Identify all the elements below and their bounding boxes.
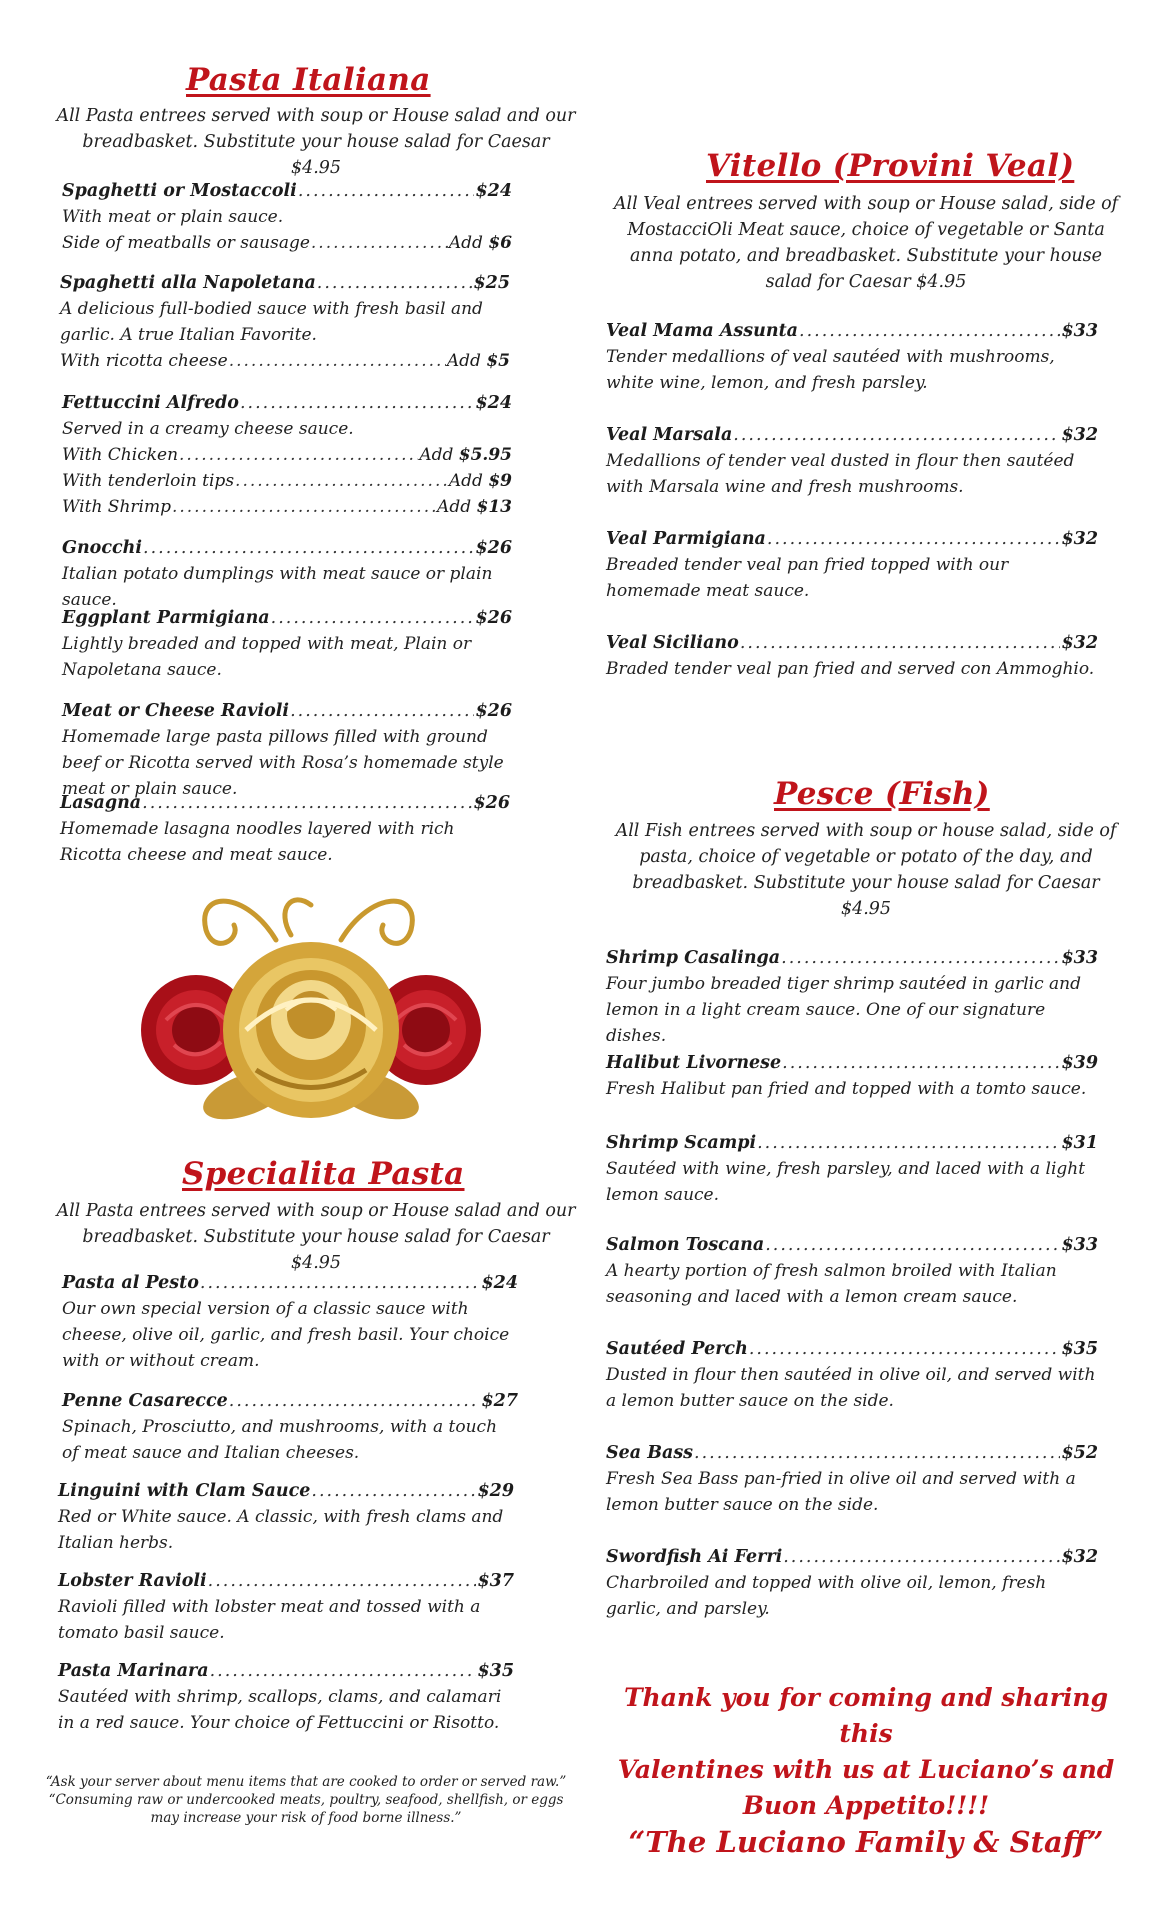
food-safety-disclaimer bbox=[36, 1773, 576, 1827]
dot-leader bbox=[749, 1336, 1061, 1362]
menu-item bbox=[606, 1544, 1098, 1622]
menu-item-name: Halibut Livornese bbox=[606, 1053, 782, 1073]
addon-price bbox=[447, 348, 510, 374]
menu-item-header bbox=[606, 422, 1098, 448]
menu-item-header bbox=[58, 1478, 514, 1504]
menu-item-header bbox=[62, 1388, 518, 1414]
dot-leader bbox=[208, 1568, 477, 1594]
addon-prefix: Add bbox=[446, 351, 481, 371]
menu-item bbox=[606, 1336, 1098, 1414]
menu-item-description: Dusted in flour then sautéed in olive oil, and served with a lemon butter sauce on the side. bbox=[606, 1365, 1096, 1411]
menu-item-header bbox=[606, 1232, 1098, 1258]
dot-leader bbox=[179, 442, 418, 468]
menu-item bbox=[606, 526, 1098, 604]
addon-amount: $6 bbox=[488, 233, 512, 253]
menu-item-description: Fresh Halibut pan fried and topped with a tomto sauce. bbox=[606, 1079, 1087, 1099]
addon-label: With Chicken bbox=[62, 445, 179, 465]
thanks-signature: “The Luciano Family & Staff” bbox=[628, 1825, 1104, 1859]
disclaimer-line-2: “Consuming raw or undercooked meats, poultry, seafood, shellfish, or eggs may increase your risk of food borne illness.” bbox=[48, 1792, 564, 1826]
rose-illustration bbox=[126, 880, 496, 1150]
menu-item-name: Salmon Toscana bbox=[606, 1235, 765, 1255]
menu-item-description: A delicious full-bodied sauce with fresh basil and garlic. A true Italian Favorite. bbox=[60, 299, 483, 345]
menu-item-description: With meat or plain sauce. bbox=[62, 207, 284, 227]
menu-item-price: $26 bbox=[475, 608, 512, 628]
menu-item bbox=[62, 1270, 518, 1374]
dot-leader bbox=[767, 526, 1061, 552]
menu-item-header bbox=[62, 178, 512, 204]
section-intro-pasta-italiana: All Pasta entrees served with soup or House salad and our breadbasket. Substitute your house salad for Caesar $4.95 bbox=[56, 106, 576, 178]
menu-item-description: Homemade large pasta pillows filled with ground beef or Ricotta served with Rosa’s homemade style meat or plain sauce. bbox=[62, 727, 504, 799]
addon-amount: $5.95 bbox=[458, 445, 512, 465]
menu-item-description: Spinach, Prosciutto, and mushrooms, with a touch of meat sauce and Italian cheeses. bbox=[62, 1417, 498, 1463]
dot-leader bbox=[229, 1388, 481, 1414]
menu-item bbox=[58, 1568, 514, 1646]
menu-item-price: $52 bbox=[1061, 1443, 1098, 1463]
addon-price bbox=[449, 468, 512, 494]
dot-leader bbox=[317, 270, 473, 296]
menu-item-name: Meat or Cheese Ravioli bbox=[62, 701, 290, 721]
menu-item bbox=[60, 790, 510, 868]
menu-item-price: $25 bbox=[473, 273, 510, 293]
menu-item-name: Sautéed Perch bbox=[606, 1339, 748, 1359]
menu-item-description: Braded tender veal pan fried and served con Ammoghio. bbox=[606, 659, 1095, 679]
menu-item bbox=[62, 178, 512, 256]
menu-item bbox=[62, 1388, 518, 1466]
menu-item-name: Linguini with Clam Sauce bbox=[58, 1481, 311, 1501]
menu-item-header bbox=[60, 790, 510, 816]
menu-item-header bbox=[62, 605, 512, 631]
menu-item-name: Shrimp Casalinga bbox=[606, 948, 781, 968]
menu-item-price: $37 bbox=[477, 1571, 514, 1591]
menu-item-price: $32 bbox=[1061, 425, 1098, 445]
menu-item-name: Sea Bass bbox=[606, 1443, 694, 1463]
addon-prefix: Add bbox=[448, 233, 483, 253]
menu-item-addon bbox=[62, 494, 512, 520]
menu-item-price: $27 bbox=[481, 1391, 518, 1411]
menu-item-name: Veal Mama Assunta bbox=[606, 321, 798, 341]
menu-item-description: Served in a creamy cheese sauce. bbox=[62, 419, 354, 439]
dot-leader bbox=[290, 698, 474, 724]
menu-item-header bbox=[606, 945, 1098, 971]
section-title-vitello: Vitello (Provini Veal) bbox=[706, 148, 1075, 184]
dot-leader bbox=[172, 494, 436, 520]
dot-leader bbox=[143, 535, 474, 561]
menu-item-price: $39 bbox=[1061, 1053, 1098, 1073]
menu-item-description: Italian potato dumplings with meat sauce or plain sauce. bbox=[62, 564, 493, 610]
menu-item-name: Spaghetti alla Napoletana bbox=[60, 273, 316, 293]
dot-leader bbox=[782, 1050, 1060, 1076]
menu-item-description: Four jumbo breaded tiger shrimp sautéed in garlic and lemon in a light cream sauce. One of our signature dishes. bbox=[606, 974, 1082, 1046]
menu-item-price: $33 bbox=[1061, 1235, 1098, 1255]
dot-leader bbox=[200, 1270, 481, 1296]
menu-item-price: $35 bbox=[477, 1661, 514, 1681]
addon-amount: $5 bbox=[486, 351, 510, 371]
menu-item-price: $26 bbox=[475, 701, 512, 721]
menu-item-addon bbox=[62, 468, 512, 494]
menu-item-name: Gnocchi bbox=[62, 538, 143, 558]
dot-leader bbox=[311, 230, 448, 256]
menu-item bbox=[606, 1232, 1098, 1310]
menu-item-header bbox=[58, 1568, 514, 1594]
section-title-pesce: Pesce (Fish) bbox=[774, 776, 990, 812]
dot-leader bbox=[765, 1232, 1060, 1258]
menu-item-name: Swordfish Ai Ferri bbox=[606, 1547, 783, 1567]
menu-item-description: Homemade lasagna noodles layered with rich Ricotta cheese and meat sauce. bbox=[60, 819, 455, 865]
menu-item bbox=[606, 1440, 1098, 1518]
menu-item bbox=[606, 945, 1098, 1049]
dot-leader bbox=[240, 390, 475, 416]
menu-item-name: Lasagna bbox=[60, 793, 142, 813]
addon-label: With tenderloin tips bbox=[62, 471, 235, 491]
menu-item-price: $33 bbox=[1061, 948, 1098, 968]
dot-leader bbox=[271, 605, 475, 631]
menu-item-name: Fettuccini Alfredo bbox=[62, 393, 239, 413]
menu-item bbox=[606, 1050, 1098, 1102]
menu-item-name: Pasta Marinara bbox=[58, 1661, 209, 1681]
menu-item-description: Breaded tender veal pan fried topped with our homemade meat sauce. bbox=[606, 555, 1009, 601]
menu-item bbox=[606, 422, 1098, 500]
addon-label: With ricotta cheese bbox=[60, 351, 228, 371]
menu-item-description: Fresh Sea Bass pan-fried in olive oil and served with a lemon butter sauce on the side. bbox=[606, 1469, 1076, 1515]
menu-item-header bbox=[60, 270, 510, 296]
menu-item-name: Shrimp Scampi bbox=[606, 1133, 757, 1153]
menu-item-description: Our own special version of a classic sauce with cheese, olive oil, garlic, and fresh basil. Your choice with or without cream. bbox=[62, 1299, 510, 1371]
dot-leader bbox=[733, 422, 1060, 448]
addon-price bbox=[437, 494, 512, 520]
dot-leader bbox=[694, 1440, 1060, 1466]
menu-item-price: $32 bbox=[1061, 1547, 1098, 1567]
addon-prefix: Add bbox=[419, 445, 454, 465]
menu-item bbox=[606, 1130, 1098, 1208]
dot-leader bbox=[757, 1130, 1060, 1156]
addon-price bbox=[449, 230, 512, 256]
dot-leader bbox=[740, 630, 1061, 656]
addon-label: Side of meatballs or sausage bbox=[62, 233, 310, 253]
section-title-specialita-pasta: Specialita Pasta bbox=[182, 1156, 465, 1192]
menu-item-price: $24 bbox=[475, 393, 512, 413]
menu-item-description: Sautéed with shrimp, scallops, clams, and calamari in a red sauce. Your choice of Fettuccini or Risotto. bbox=[58, 1687, 502, 1733]
menu-item-name: Pasta al Pesto bbox=[62, 1273, 199, 1293]
menu-item-price: $29 bbox=[477, 1481, 514, 1501]
addon-label: With Shrimp bbox=[62, 497, 171, 517]
section-intro-vitello: All Veal entrees served with soup or House salad, side of MostacciOli Meat sauce, choice of vegetable or Santa anna potato, and breadbasket. Substitute your house salad for Caesar $4.95 bbox=[613, 194, 1119, 292]
menu-item-description: Sautéed with wine, fresh parsley, and laced with a light lemon sauce. bbox=[606, 1159, 1086, 1205]
menu-item-addon bbox=[60, 348, 510, 374]
addon-prefix: Add bbox=[437, 497, 472, 517]
menu-item-header bbox=[606, 318, 1098, 344]
menu-item-header bbox=[62, 1270, 518, 1296]
addon-price bbox=[419, 442, 512, 468]
disclaimer-line-1: “Ask your server about menu items that are cooked to order or served raw.” bbox=[45, 1774, 567, 1790]
menu-item-description: Lightly breaded and topped with meat, Plain or Napoletana sauce. bbox=[62, 634, 472, 680]
menu-item-header bbox=[606, 1336, 1098, 1362]
menu-item-price: $32 bbox=[1061, 633, 1098, 653]
menu-item-price: $32 bbox=[1061, 529, 1098, 549]
dot-leader bbox=[311, 1478, 476, 1504]
menu-item-description: Red or White sauce. A classic, with fresh clams and Italian herbs. bbox=[58, 1507, 504, 1553]
menu-item bbox=[62, 390, 512, 520]
dot-leader bbox=[210, 1658, 477, 1684]
menu-item-name: Lobster Ravioli bbox=[58, 1571, 207, 1591]
dot-leader bbox=[783, 1544, 1060, 1570]
dot-leader bbox=[229, 348, 446, 374]
menu-item bbox=[58, 1478, 514, 1556]
menu-item-addon bbox=[62, 230, 512, 256]
menu-item-name: Veal Parmigiana bbox=[606, 529, 766, 549]
dot-leader bbox=[781, 945, 1060, 971]
menu-item-description: Medallions of tender veal dusted in flour then sautéed with Marsala wine and fresh mushrooms. bbox=[606, 451, 1075, 497]
menu-item-name: Veal Marsala bbox=[606, 425, 733, 445]
addon-amount: $13 bbox=[476, 497, 512, 517]
menu-item-name: Eggplant Parmigiana bbox=[62, 608, 270, 628]
menu-item-price: $24 bbox=[475, 181, 512, 201]
section-title-pasta-italiana: Pasta Italiana bbox=[186, 62, 431, 98]
dot-leader bbox=[142, 790, 472, 816]
menu-item-header bbox=[606, 1544, 1098, 1570]
menu-item bbox=[58, 1658, 514, 1736]
menu-item-description: Ravioli filled with lobster meat and tossed with a tomato basil sauce. bbox=[58, 1597, 481, 1643]
menu-item bbox=[606, 630, 1098, 682]
thanks-line-2: Valentines with us at Luciano’s and bbox=[617, 1755, 1115, 1784]
section-intro-pesce: All Fish entrees served with soup or house salad, side of pasta, choice of vegetable or potato of the day, and breadbasket. Substitute your house salad for Caesar $4.95 bbox=[615, 821, 1117, 919]
menu-item-header bbox=[606, 526, 1098, 552]
menu-item-name: Spaghetti or Mostaccoli bbox=[62, 181, 297, 201]
menu-item-price: $26 bbox=[475, 538, 512, 558]
dot-leader bbox=[235, 468, 448, 494]
thanks-line-1: Thank you for coming and sharing this bbox=[623, 1683, 1109, 1748]
menu-item-addon bbox=[62, 442, 512, 468]
menu-item-header bbox=[58, 1658, 514, 1684]
menu-item-header bbox=[62, 390, 512, 416]
addon-amount: $9 bbox=[488, 471, 512, 491]
dot-leader bbox=[799, 318, 1060, 344]
menu-item-header bbox=[606, 1050, 1098, 1076]
menu-item-description: Charbroiled and topped with olive oil, lemon, fresh garlic, and parsley. bbox=[606, 1573, 1047, 1619]
menu-item-header bbox=[606, 630, 1098, 656]
menu-item-header bbox=[62, 535, 512, 561]
menu-item-header bbox=[62, 698, 512, 724]
menu-item-price: $26 bbox=[473, 793, 510, 813]
menu-item bbox=[606, 318, 1098, 396]
section-intro-specialita-pasta: All Pasta entrees served with soup or House salad and our breadbasket. Substitute your house salad for Caesar $4.95 bbox=[56, 1201, 576, 1273]
thanks-line-3: Buon Appetito!!!! bbox=[742, 1791, 990, 1820]
menu-item-price: $35 bbox=[1061, 1339, 1098, 1359]
menu-item-name: Penne Casarecce bbox=[62, 1391, 228, 1411]
menu-item bbox=[62, 605, 512, 683]
menu-item bbox=[62, 698, 512, 802]
menu-item-name: Veal Siciliano bbox=[606, 633, 739, 653]
menu-item-header bbox=[606, 1440, 1098, 1466]
dot-leader bbox=[298, 178, 475, 204]
menu-item bbox=[60, 270, 510, 374]
menu-item bbox=[62, 535, 512, 613]
menu-item-price: $31 bbox=[1061, 1133, 1098, 1153]
menu-item-description: Tender medallions of veal sautéed with mushrooms, white wine, lemon, and fresh parsley. bbox=[606, 347, 1055, 393]
thank-you-note bbox=[606, 1680, 1126, 1860]
menu-item-description: A hearty portion of fresh salmon broiled with Italian seasoning and laced with a lemon cream sauce. bbox=[606, 1261, 1057, 1307]
menu-item-price: $33 bbox=[1061, 321, 1098, 341]
menu-item-header bbox=[606, 1130, 1098, 1156]
addon-prefix: Add bbox=[448, 471, 483, 491]
menu-item-price: $24 bbox=[481, 1273, 518, 1293]
